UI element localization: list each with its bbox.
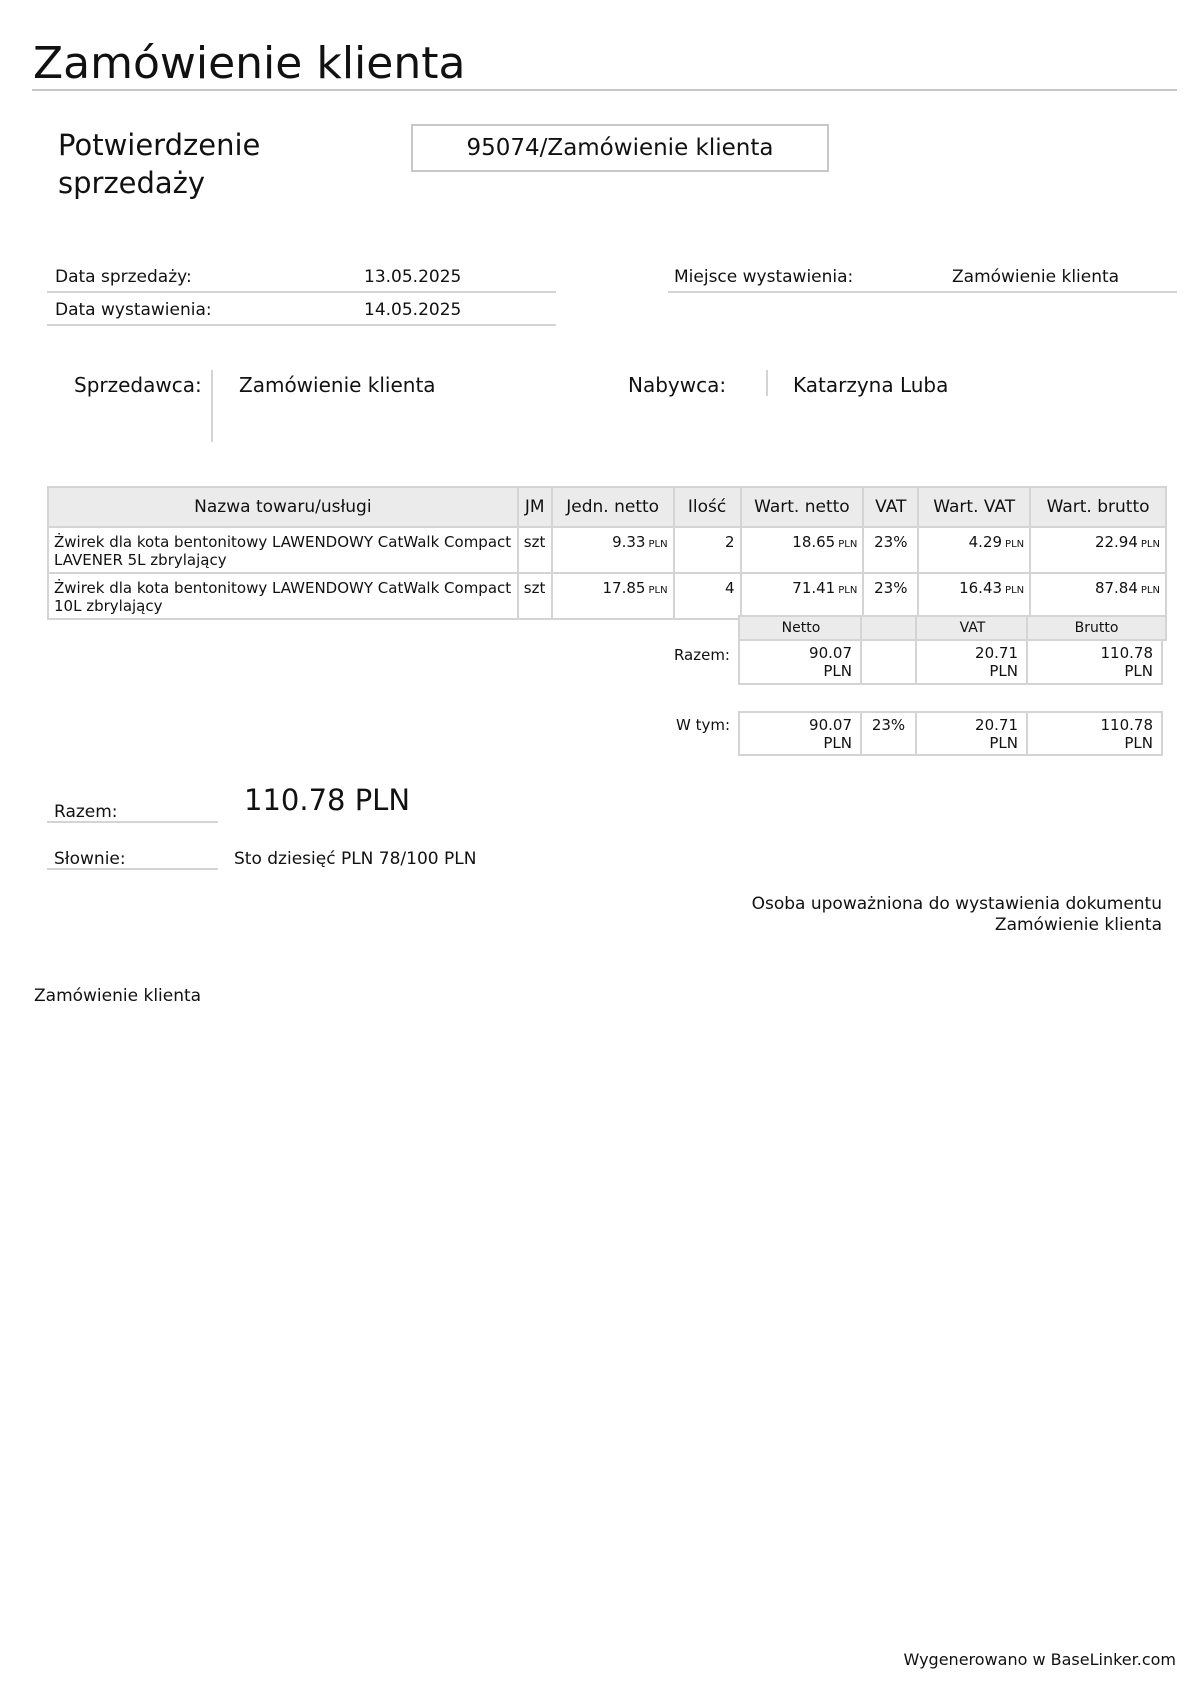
item-net-value: 18.65	[792, 533, 836, 551]
column-header-quantity: Ilość	[674, 487, 741, 527]
currency-label: PLN	[989, 734, 1018, 752]
item-vat-rate: 23%	[863, 527, 918, 573]
currency-label: PLN	[823, 734, 852, 752]
currency-label: PLN	[1005, 539, 1025, 550]
item-vat-value: 4.29	[968, 533, 1003, 551]
summary-total-net-value: 90.07	[809, 644, 852, 662]
summary-breakdown-vat	[915, 711, 1028, 756]
buyer-label: Nabywca:	[628, 373, 727, 397]
issue-place-divider	[668, 291, 1177, 293]
summary-total-vat-value: 20.71	[975, 644, 1018, 662]
item-unit: szt	[518, 527, 552, 573]
currency-label: PLN	[838, 539, 858, 550]
summary-header-net: Netto	[738, 615, 864, 641]
grand-total-label: Razem:	[54, 802, 118, 822]
summary-breakdown-label: W tym:	[675, 716, 730, 734]
items-table	[47, 486, 1167, 620]
item-gross-value: 87.84	[1094, 579, 1138, 597]
currency-label: PLN	[989, 662, 1018, 680]
summary-breakdown-rate: 23%	[860, 711, 917, 756]
amount-in-words-value: Sto dziesięć PLN 78/100 PLN	[234, 849, 477, 869]
item-gross-value-cell	[1030, 527, 1166, 573]
column-header-net-value: Wart. netto	[741, 487, 864, 527]
authorized-person-title: Osoba upoważniona do wystawienia dokumentu	[751, 894, 1162, 914]
currency-label: PLN	[1140, 585, 1160, 596]
item-name: Żwirek dla kota bentonitowy LAWENDOWY CatWalk Compact 10L zbrylający	[48, 573, 518, 619]
currency-label: PLN	[823, 662, 852, 680]
item-name: Żwirek dla kota bentonitowy LAWENDOWY CatWalk Compact LAVENER 5L zbrylający	[48, 527, 518, 573]
item-quantity: 2	[674, 527, 741, 573]
document-title: Zamówienie klienta	[33, 38, 466, 89]
column-header-unit: JM	[518, 487, 552, 527]
column-header-vat-value: Wart. VAT	[918, 487, 1030, 527]
summary-total-vat	[915, 641, 1028, 685]
item-vat-value-cell	[918, 527, 1030, 573]
item-net-value: 71.41	[792, 579, 836, 597]
item-unit-net-cell	[552, 527, 674, 573]
column-header-unit-net: Jedn. netto	[552, 487, 674, 527]
summary-header-rate	[860, 615, 919, 641]
summary-breakdown-gross-value: 110.78	[1100, 716, 1153, 734]
item-gross-value-cell	[1030, 573, 1166, 619]
sale-date-divider	[47, 291, 556, 293]
item-unit-net-cell	[552, 573, 674, 619]
table-row	[48, 573, 1166, 619]
issue-date-divider	[47, 324, 556, 326]
table-row	[48, 527, 1166, 573]
issue-date-value: 14.05.2025	[364, 300, 462, 320]
summary-total-label: Razem:	[673, 646, 730, 664]
column-header-vat-rate: VAT	[863, 487, 918, 527]
item-net-value-cell	[741, 527, 864, 573]
currency-label: PLN	[838, 585, 858, 596]
summary-total-gross-value: 110.78	[1100, 644, 1153, 662]
summary-header-gross: Brutto	[1026, 615, 1167, 641]
summary-breakdown-gross	[1026, 711, 1163, 756]
title-divider	[32, 89, 1177, 91]
grand-total-value: 110.78 PLN	[244, 783, 411, 817]
summary-total-rate	[860, 641, 917, 685]
currency-label: PLN	[648, 585, 668, 596]
amount-in-words-divider	[47, 868, 218, 870]
summary-breakdown-vat-value: 20.71	[975, 716, 1018, 734]
currency-label: PLN	[648, 539, 668, 550]
sale-date-label: Data sprzedaży:	[55, 267, 192, 287]
table-header-row	[48, 487, 1166, 527]
currency-label: PLN	[1124, 734, 1153, 752]
summary-breakdown-net-value: 90.07	[809, 716, 852, 734]
sale-date-value: 13.05.2025	[364, 267, 462, 287]
amount-in-words-label: Słownie:	[54, 849, 126, 869]
summary-total-gross	[1026, 641, 1163, 685]
item-quantity: 4	[674, 573, 741, 619]
item-vat-rate: 23%	[863, 573, 918, 619]
item-unit-net: 17.85	[602, 579, 646, 597]
summary-total-net	[738, 641, 862, 685]
issue-place-value: Zamówienie klienta	[952, 267, 1120, 287]
document-subtitle: Potwierdzenie sprzedaży	[58, 128, 261, 200]
currency-label: PLN	[1140, 539, 1160, 550]
summary-breakdown-net	[738, 711, 862, 756]
authorized-person-name: Zamówienie klienta	[994, 915, 1162, 935]
buyer-divider	[766, 370, 768, 396]
issue-place-label: Miejsce wystawienia:	[674, 267, 854, 287]
seller-label: Sprzedawca:	[74, 373, 202, 397]
generated-by-note: Wygenerowano w BaseLinker.com	[903, 1650, 1176, 1669]
item-vat-value: 16.43	[959, 579, 1003, 597]
item-unit-net: 9.33	[612, 533, 646, 551]
order-number-box: 95074/Zamówienie klienta	[411, 124, 829, 172]
footer-company-name: Zamówienie klienta	[34, 986, 202, 1006]
item-vat-value-cell	[918, 573, 1030, 619]
seller-divider	[211, 370, 213, 442]
item-gross-value: 22.94	[1094, 533, 1138, 551]
currency-label: PLN	[1124, 662, 1153, 680]
buyer-name: Katarzyna Luba	[793, 373, 949, 397]
currency-label: PLN	[1005, 585, 1025, 596]
item-net-value-cell	[741, 573, 864, 619]
authorized-person	[660, 894, 1162, 936]
column-header-gross-value: Wart. brutto	[1030, 487, 1166, 527]
summary-header-vat: VAT	[915, 615, 1030, 641]
item-unit: szt	[518, 573, 552, 619]
issue-date-label: Data wystawienia:	[55, 300, 212, 320]
grand-total-divider	[47, 821, 218, 823]
column-header-name: Nazwa towaru/usługi	[48, 487, 518, 527]
seller-name: Zamówienie klienta	[239, 373, 436, 397]
